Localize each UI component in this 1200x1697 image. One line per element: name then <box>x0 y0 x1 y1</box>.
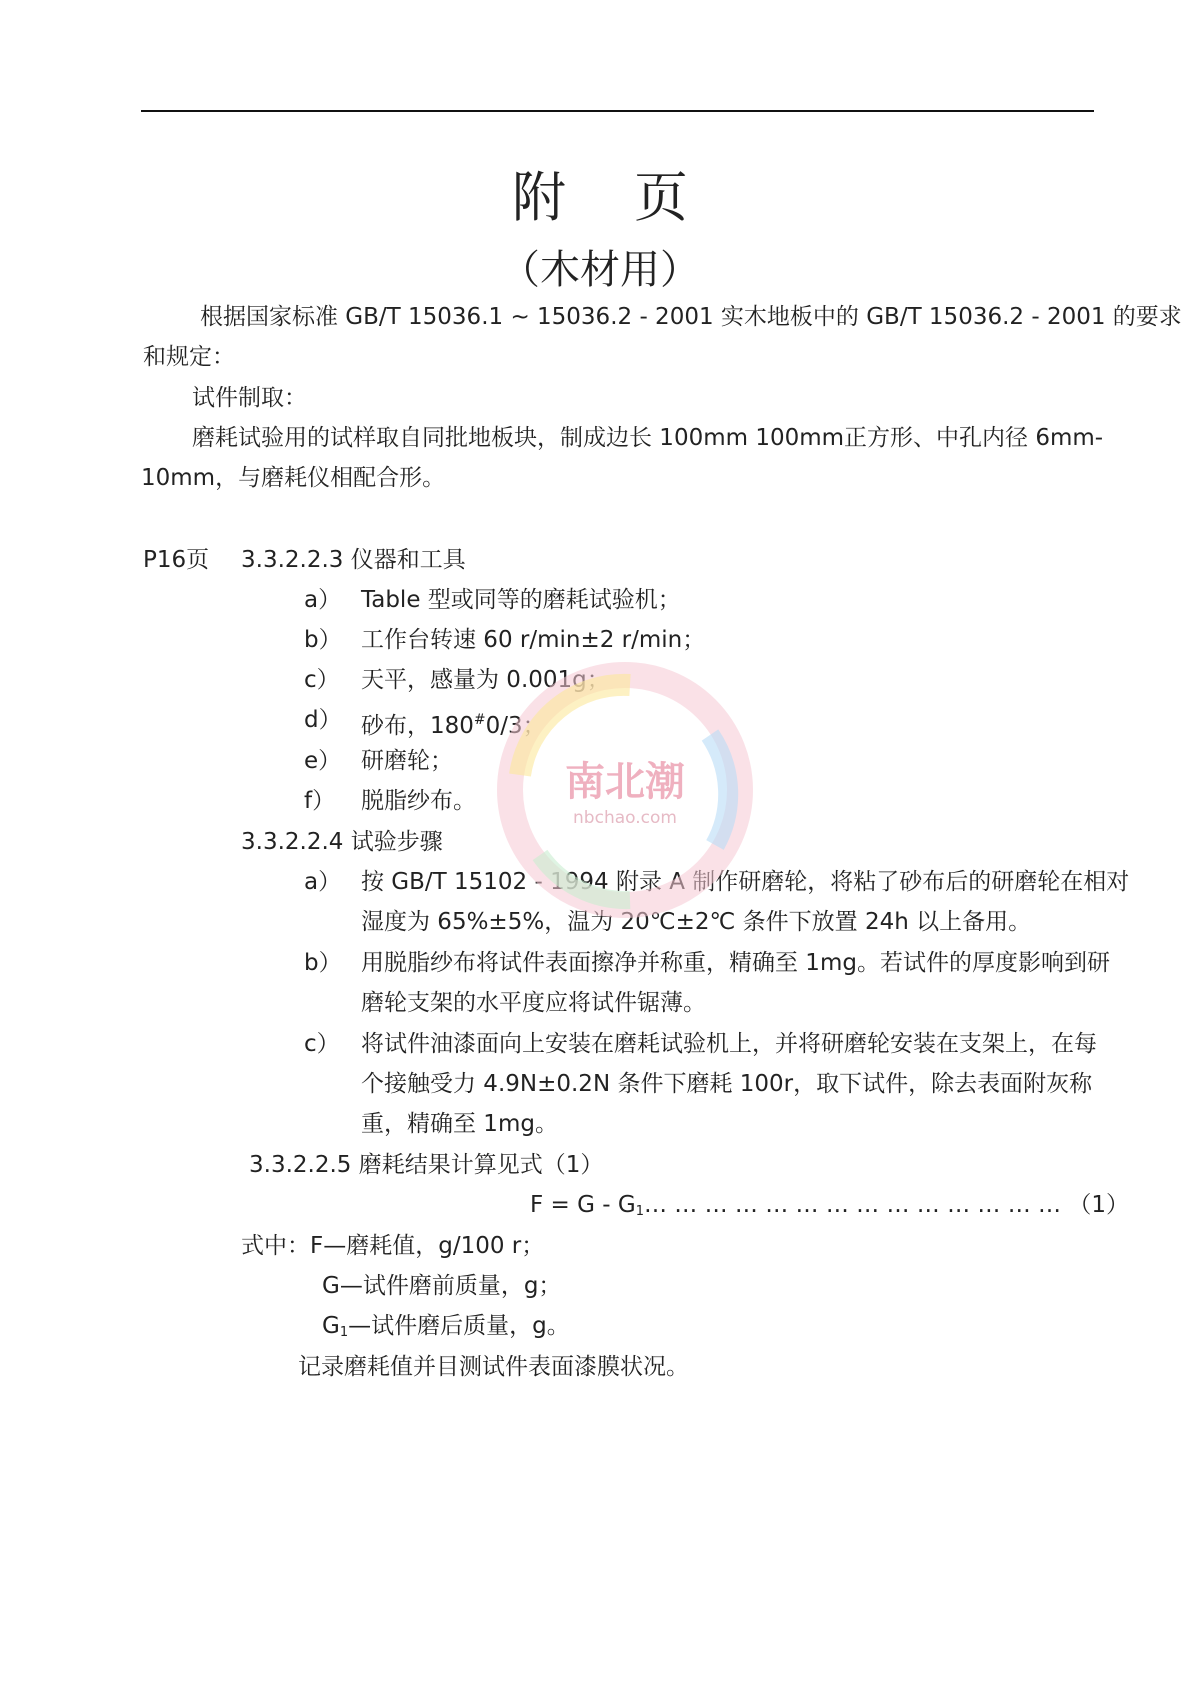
superscript-mark: # <box>473 712 486 728</box>
list-item-text: 工作台转速 60 r/min±2 r/min； <box>361 627 706 653</box>
list-item-label: d） <box>304 707 342 733</box>
where-line-1: 式中：F—磨耗值，g/100 r； <box>241 1233 545 1259</box>
list-item-label: f） <box>304 788 336 814</box>
procedure-b-line-1: 用脱脂纱布将试件表面擦净并称重，精确至 1mg。若试件的厚度影响到研 <box>361 950 1110 976</box>
list-item-text: 天平，感量为 0.001g； <box>361 667 610 693</box>
section-heading-calculation: 3.3.2.2.5 磨耗结果计算见式（1） <box>249 1152 604 1178</box>
page-reference: P16页 <box>143 547 210 573</box>
record-note: 记录磨耗值并目测试件表面漆膜状况。 <box>298 1354 689 1380</box>
section-heading-instruments: 3.3.2.2.3 仪器和工具 <box>241 547 466 573</box>
procedure-c-line-1: 将试件油漆面向上安装在磨耗试验机上，并将研磨轮安装在支架上，在每 <box>361 1031 1097 1057</box>
section-heading-procedure: 3.3.2.2.4 试验步骤 <box>241 829 443 855</box>
page-title: 附页 <box>512 166 756 229</box>
where-line-3 <box>322 1311 570 1348</box>
procedure-a-line-2: 湿度为 65%±5%，温为 20℃±2℃ 条件下放置 24h 以上备用。 <box>361 909 1032 935</box>
formula-main: F = G - G <box>530 1192 636 1218</box>
list-item-text: Table 型或同等的磨耗试验机； <box>361 587 681 613</box>
procedure-c-line-2: 个接触受力 4.9N±0.2N 条件下磨耗 100r，取下试件，除去表面附灰称 <box>361 1071 1093 1097</box>
formula-subscript: 1 <box>635 1204 644 1219</box>
specimen-line-1: 磨耗试验用的试样取自同批地板块，制成边长 100mm 100mm正方形、中孔内径 6mm- <box>192 425 1104 451</box>
list-item-label: a） <box>304 587 342 613</box>
formula <box>530 1190 1129 1227</box>
procedure-b-line-2: 磨轮支架的水平度应将试件锯薄。 <box>361 990 706 1016</box>
procedure-c-label: c） <box>304 1031 340 1057</box>
list-item-text-part: 0/3； <box>485 713 546 739</box>
list-item-label: c） <box>304 667 340 693</box>
intro-line-1: 根据国家标准 GB/T 15036.1 ~ 15036.2 - 2001 实木地板中的 GB/T 15036.2 - 2001 的要求 <box>200 304 1182 330</box>
specimen-heading: 试件制取： <box>192 385 307 411</box>
list-item-text: 脱脂纱布。 <box>361 788 476 814</box>
specimen-line-2: 10mm，与磨耗仪相配合形。 <box>141 465 446 491</box>
watermark-logo <box>480 645 770 935</box>
page-subtitle: （木材用） <box>500 247 700 293</box>
procedure-a-line-1: 按 GB/T 15102 - 1994 附录 A 制作研磨轮，将粘了砂布后的研磨轮在相对 <box>361 869 1130 895</box>
watermark-text-cn: 南北潮 <box>565 759 685 805</box>
procedure-a-label: a） <box>304 869 342 895</box>
procedure-b-label: b） <box>304 950 342 976</box>
where-definition: —试件磨后质量，g。 <box>348 1313 570 1339</box>
list-item-text-part: 砂布，180 <box>361 713 474 739</box>
list-item-label: b） <box>304 627 342 653</box>
header-rule <box>141 110 1094 112</box>
procedure-c-line-3: 重，精确至 1mg。 <box>361 1111 558 1137</box>
formula-dots: … … … … … … … … … … … … … … （1） <box>643 1192 1129 1218</box>
list-item-label: e） <box>304 748 342 774</box>
watermark-text-en: nbchao.com <box>573 808 677 828</box>
where-subscript: 1 <box>339 1325 349 1340</box>
where-symbol: G <box>322 1313 340 1339</box>
where-line-2: G—试件磨前质量，g； <box>322 1273 562 1299</box>
list-item-text: 研磨轮； <box>361 748 453 774</box>
intro-line-2: 和规定： <box>143 344 235 370</box>
